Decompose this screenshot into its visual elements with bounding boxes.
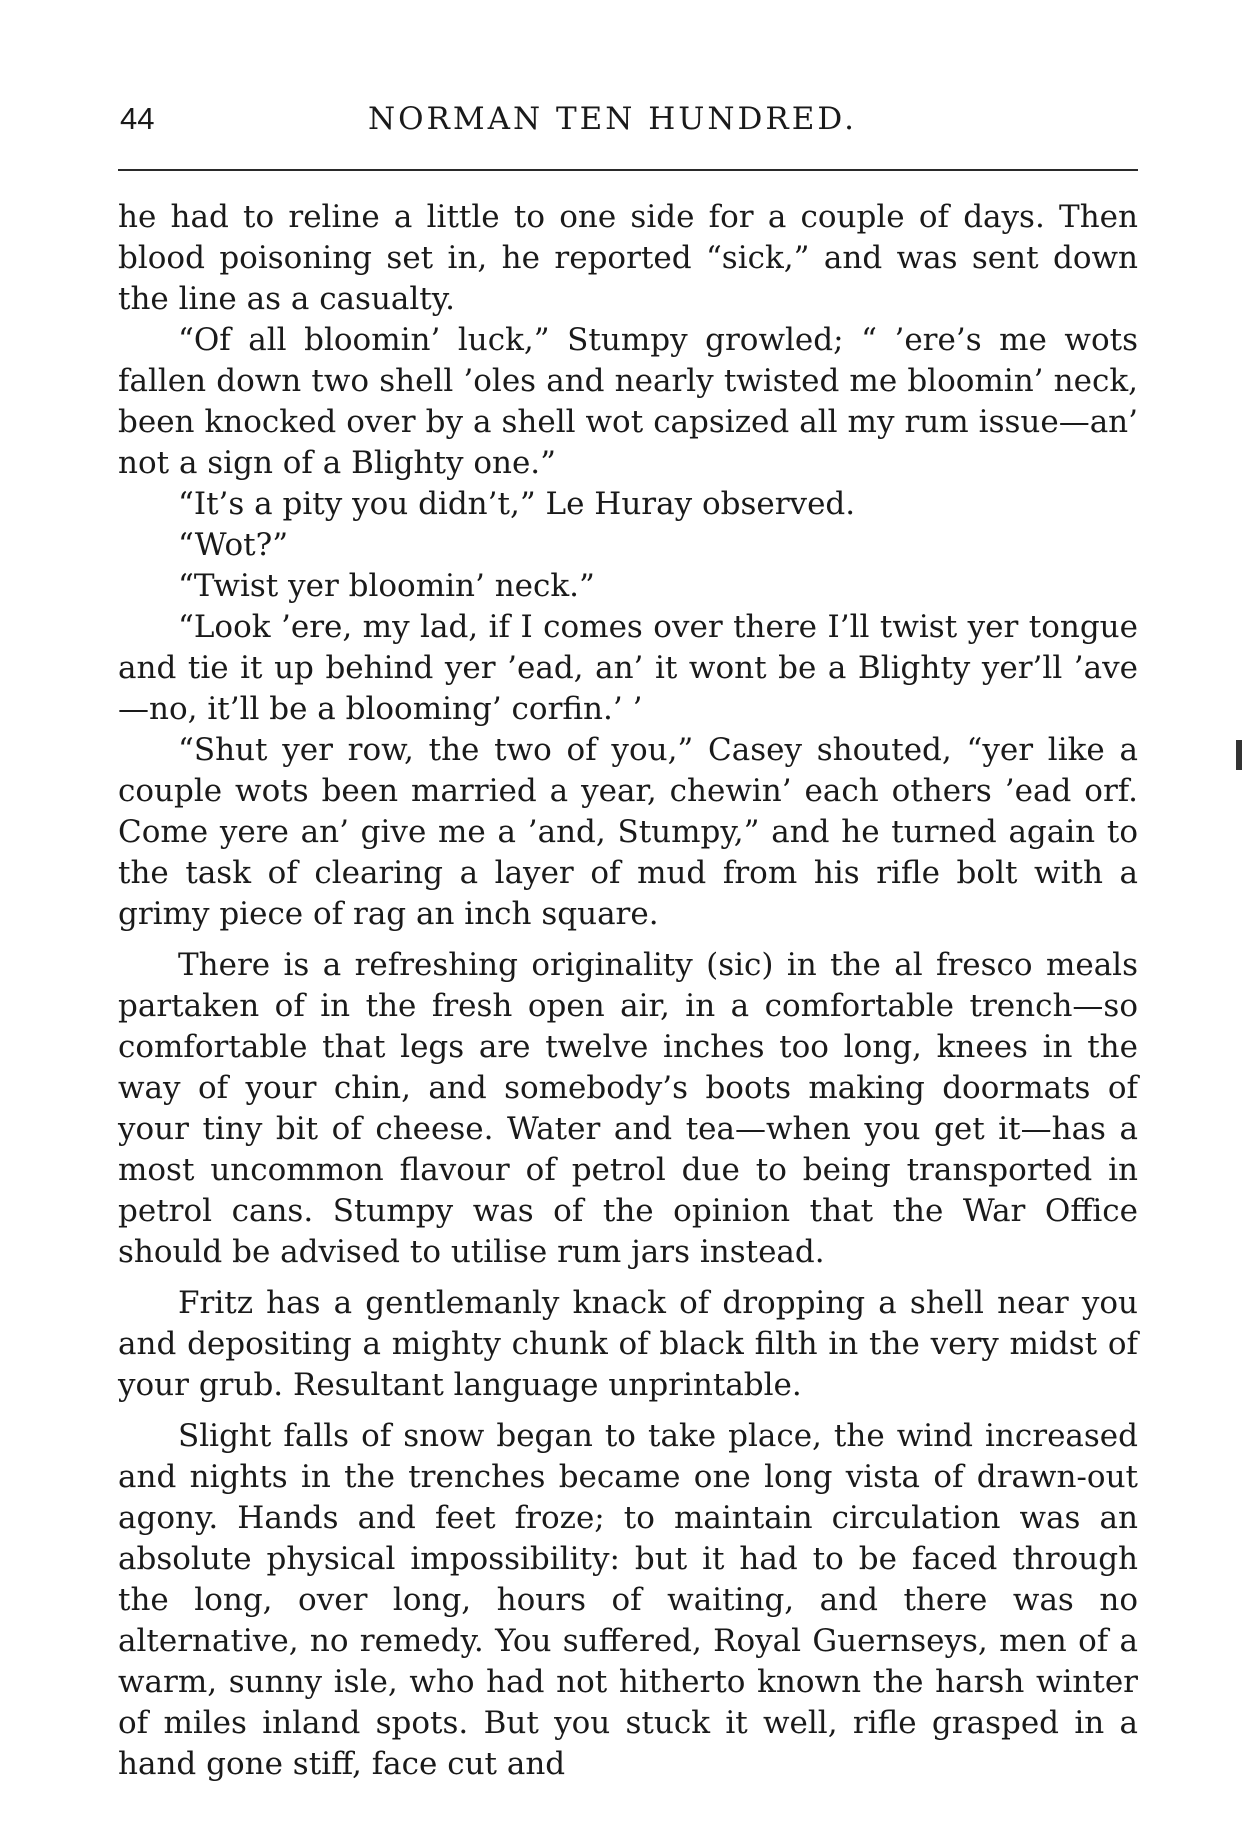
page-number: 44 bbox=[120, 101, 155, 136]
book-page bbox=[118, 95, 1138, 1785]
paragraph: “Of all bloomin’ luck,” Stumpy growled; “ ’ere’s me wots fallen down two shell ’oles and nearly twisted me bloomin’ neck, been knocked over by a shell wot capsized all my rum issue—an’ not a sign of a Blighty one.” bbox=[118, 322, 1138, 481]
paragraph: Fritz has a gentlemanly knack of dropping a shell near you and depositing a mighty chunk of black filth in the very midst of your grub. Resultant language unprintable. bbox=[118, 1285, 1138, 1403]
body-text bbox=[118, 197, 1138, 1785]
page-edge-mark bbox=[1236, 740, 1242, 770]
paragraph: There is a refreshing originality (sic) in the al fresco meals partaken of in the fresh open air, in a comfortable trench—so comfortable that legs are twelve inches too long, knees in the way of your chin, and somebody’s boots making doormats of your tiny bit of cheese. Water and tea—when you get it—has a most uncommon flavour of petrol due to being transported in petrol cans. Stumpy was of the opinion that the War Office should be advised to utilise rum jars instead. bbox=[118, 947, 1138, 1270]
paragraph: “Shut yer row, the two of you,” Casey shouted, “yer like a couple wots been married a year, chewin’ each others ’ead orf. Come yere an’ give me a ’and, Stumpy,” and he turned again to the task of clearing a layer of mud from his rifle bolt with a grimy piece of rag an inch square. bbox=[118, 732, 1138, 932]
paragraph: “It’s a pity you didn’t,” Le Huray observed. bbox=[178, 486, 856, 522]
paragraph: “Wot?” bbox=[178, 527, 289, 563]
paragraph: he had to reline a little to one side for a couple of days. Then blood poisoning set in, he reported “sick,” and was sent down the line as a casualty. bbox=[118, 199, 1138, 317]
header-rule bbox=[118, 169, 1138, 171]
paragraph: “Look ’ere, my lad, if I comes over there I’ll twist yer tongue and tie it up behind yer ’ead, an’ it wont be a Blighty yer’ll ’ave—no, it’ll be a blooming’ corfin.’ ’ bbox=[118, 609, 1138, 727]
paragraph: “Twist yer bloomin’ neck.” bbox=[178, 568, 595, 604]
paragraph: Slight falls of snow began to take place, the wind increased and nights in the trenches became one long vista of drawn-out agony. Hands and feet froze; to maintain circulation was an absolute physical impossibility: but it had to be faced through the long, over long, hours of waiting, and there was no alternative, no remedy. You suffered, Royal Guernseys, men of a warm, sunny isle, who had not hitherto known the harsh winter of miles inland spots. But you stuck it well, rifle grasped in a hand gone stiff, face cut and bbox=[118, 1418, 1138, 1782]
running-title: NORMAN TEN HUNDRED. bbox=[368, 101, 857, 137]
page-header bbox=[118, 95, 1138, 153]
